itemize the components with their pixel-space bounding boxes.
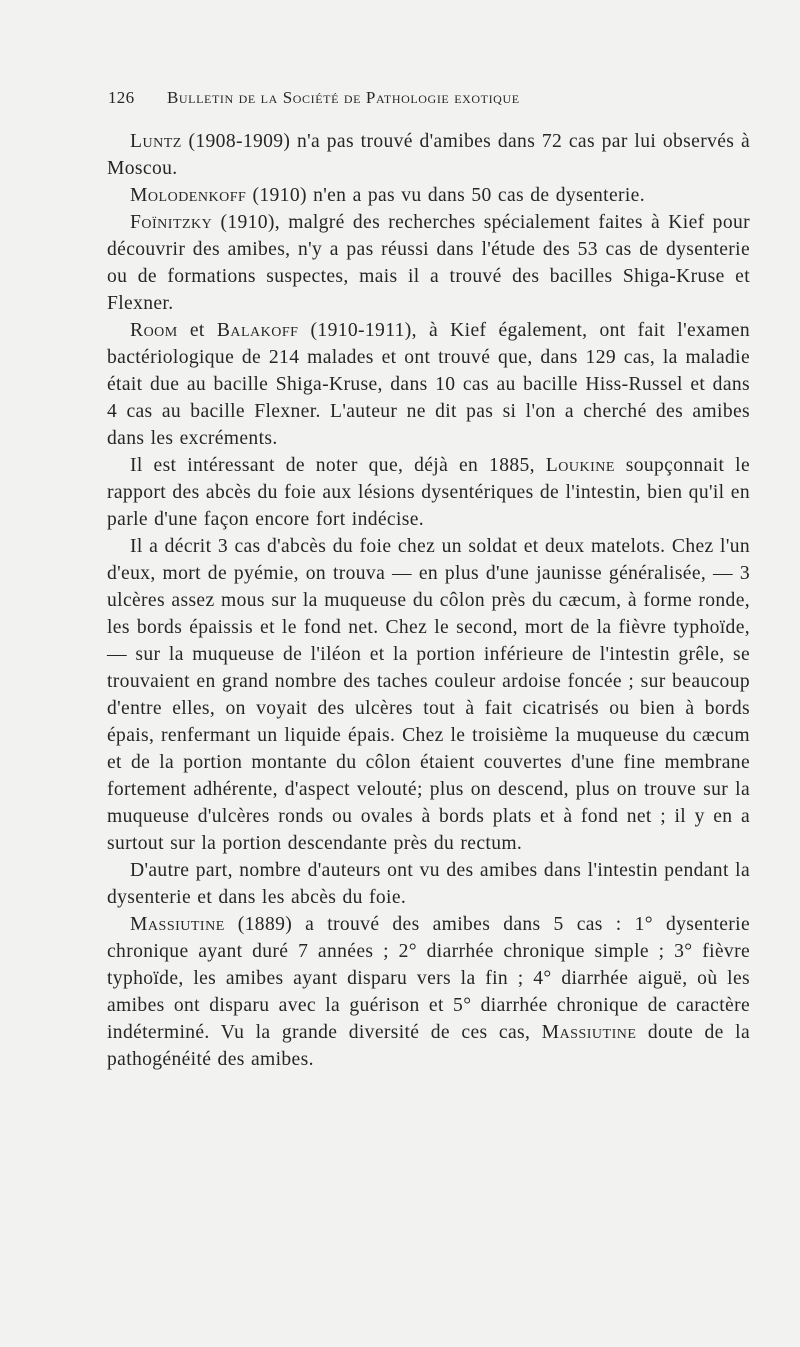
paragraph-text: (1910), malgré des recherches spécialement faites à Kief pour découvrir des amibes, n'y a pas réussi dans l'étude des 53 cas de dysenterie ou de formations suspectes, mais il a trouvé des bacilles Shiga-Kruse et Flexner.: [107, 212, 750, 314]
paragraph-text: (1908-1909) n'a pas trouvé d'amibes dans 72 cas par lui observés à Moscou.: [107, 131, 750, 179]
paragraph: [107, 209, 750, 317]
paragraph-text: (1889) a trouvé des amibes dans 5 cas : 1° dysenterie chronique ayant duré 7 années ; 2° diarrhée chronique simple ; 3° fièvre typhoïde, les amibes ayant disparu vers la fin ; 4° diarrhée aiguë, où les amibes ont disparu avec la guérison et 5° diarrhée chronique de caractère indéterminé. Vu la grande diversité de ces cas,: [107, 914, 750, 1043]
paragraph-text: (1910-1911), à Kief également, ont fait l'examen bactériologique de 214 malades et ont trouvé que, dans 129 cas, la maladie était due au bacille Shiga-Kruse, dans 10 cas au bacille Hiss-Russel et dans 4 cas au bacille Flexner. L'auteur ne dit pas si l'on a cherché des amibes dans les excréments.: [107, 320, 750, 449]
paragraph: [107, 182, 750, 209]
paragraph: [107, 911, 750, 1073]
author-name: Molodenkoff: [130, 185, 247, 206]
author-name: Balakoff: [216, 320, 299, 341]
author-name: Massiutine: [130, 914, 225, 935]
page-number: 126: [108, 88, 135, 107]
journal-title: Bulletin de la Société de Pathologie exotique: [166, 88, 520, 107]
paragraph: [107, 857, 750, 911]
paragraph: [107, 452, 750, 533]
running-head: [108, 88, 668, 108]
author-name: Massiutine: [541, 1022, 637, 1043]
paragraph: [107, 317, 750, 452]
paragraph-text: soupçonnait le rapport des abcès du foie aux lésions dysentériques de l'intestin, bien qu'il en parle d'une façon encore fort indécise.: [107, 455, 750, 530]
body-text: [107, 128, 750, 1073]
paragraph-text: et: [177, 320, 217, 341]
paragraph-text: Il est intéressant de noter que, déjà en 1885,: [130, 455, 546, 476]
author-name: Luntz: [130, 131, 182, 152]
paragraph: [107, 128, 750, 182]
author-name: Foïnitzky: [130, 212, 213, 233]
paragraph-text: doute de la pathogénéité des amibes.: [107, 1022, 750, 1070]
paragraph: [107, 533, 750, 857]
paragraph-text: (1910) n'en a pas vu dans 50 cas de dysenterie.: [246, 185, 645, 206]
author-name: Room: [130, 320, 178, 341]
paragraph-text: D'autre part, nombre d'auteurs ont vu des amibes dans l'intestin pendant la dysenterie et dans les abcès du foie.: [107, 860, 750, 908]
paragraph-text: Il a décrit 3 cas d'abcès du foie chez un soldat et deux matelots. Chez l'un d'eux, mort de pyémie, on trouva — en plus d'une jaunisse généralisée, — 3 ulcères assez mous sur la muqueuse du côlon près du cæcum, à forme ronde, les bords épaissis et le fond net. Chez le second, mort de la fièvre typhoïde, — sur la muqueuse de l'iléon et la portion inférieure de l'intestin grêle, se trouvaient en grand nombre des taches couleur ardoise foncée ; sur beaucoup d'entre elles, on voyait des ulcères tout à fait cicatrisés ou bien à bords épais, renfermant un liquide épais. Chez le troisième la muqueuse du cæcum et de la portion montante du côlon étaient couvertes d'une fine membrane fortement adhérente, d'aspect velouté; plus on descend, plus on trouve sur la muqueuse d'ulcères ronds ou ovales à bords plats et à fond net ; il y en a surtout sur la portion descendante près du rectum.: [107, 536, 750, 854]
author-name: Loukine: [545, 455, 615, 476]
